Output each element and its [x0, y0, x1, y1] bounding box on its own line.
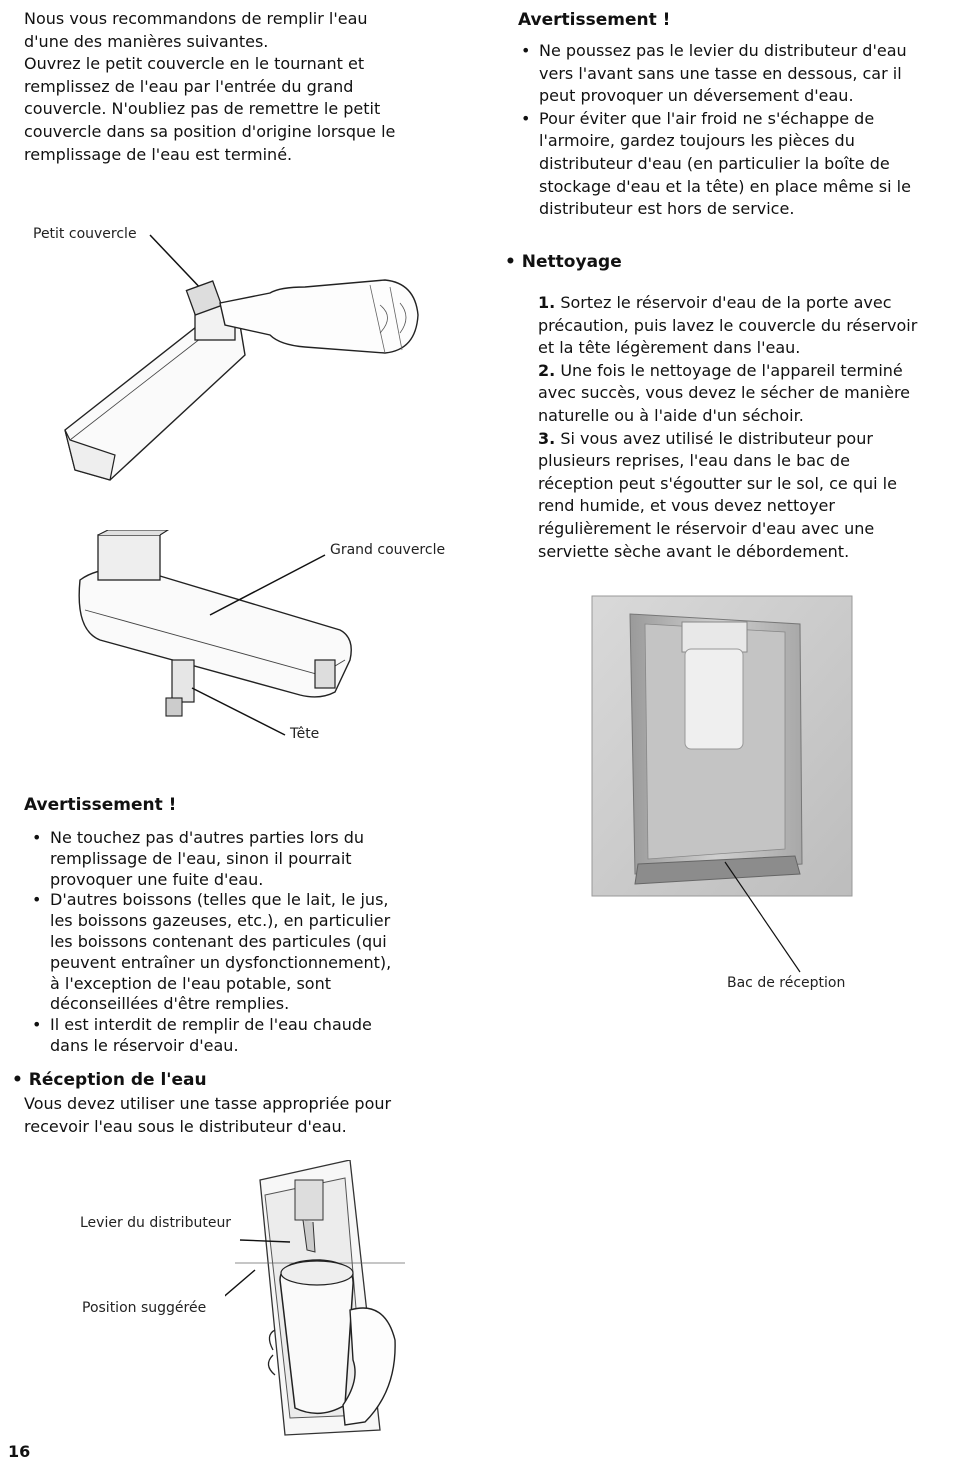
tank-lid-head-illustration [60, 530, 480, 745]
intro-paragraph [24, 8, 464, 166]
step-number: 3. [538, 428, 556, 448]
list-item: • Ne poussez pas le levier du distributeur d'eau vers l'avant sans une tasse en dessous, car il peut provoquer un déversement d'eau. [515, 40, 975, 108]
cleaning-steps [538, 292, 976, 563]
step-text: Une fois le nettoyage de l'appareil terminé avec succès, vous devez le sécher de manière naturelle ou à l'aide d'un séchoir. [538, 360, 911, 425]
warning-left-list [26, 828, 466, 1057]
list-item: • Pour éviter que l'air froid ne s'échappe de l'armoire, gardez toujours les pièces du distributeur d'eau (en particulier la boîte de stockage d'eau et la tête) en place même si le distributeur est hors de service. [515, 108, 975, 221]
label-lever: Levier du distributeur [80, 1215, 232, 1231]
reception-title [12, 1070, 207, 1090]
bullet: • [505, 252, 522, 272]
intro-line: remplissage de l'eau est terminé. [24, 144, 293, 164]
step-text: Sortez le réservoir d'eau de la porte avec précaution, puis lavez le couvercle du réservoir et la tête légèrement dans l'eau. [538, 293, 918, 358]
reception-title-text: Réception de l'eau [28, 1070, 207, 1090]
tank-bottle-illustration [40, 225, 440, 495]
label-drip-tray: Bac de réception [727, 975, 846, 991]
step-number: 1. [538, 293, 556, 312]
reception-line: Vous devez utiliser une tasse appropriée pour [24, 1094, 392, 1113]
warning-right-title: Avertissement ! [518, 10, 671, 30]
list-item: • D'autres boissons (telles que le lait, le jus, les boissons gazeuses, etc.), en particulier les boissons contenant des particules (qui peuvent entraîner un dysfonctionnement), à l'exception de l'eau potable, sont déconseillées d'être remplies. [26, 890, 466, 1015]
intro-line: d'une des manières suivantes. [24, 31, 269, 51]
intro-line: couvercle. N'oubliez pas de remettre le petit [24, 99, 381, 119]
cleaning-title [505, 252, 622, 272]
list-item: • Il est interdit de remplir de l'eau chaude dans le réservoir d'eau. [26, 1015, 466, 1057]
intro-line: remplissez de l'eau par l'entrée du grand [24, 76, 354, 96]
step-text: Si vous avez utilisé le distributeur pour plusieurs reprises, l'eau dans le bac de réception peut s'égoutter sur le sol, ce qui le rend humide, et vous devez nettoyer régulièrement le réservoir d'eau avec une serviette sèche avant le débordement. [538, 428, 897, 561]
drip-tray-illustration [590, 594, 855, 984]
warning-left-title: Avertissement ! [24, 795, 177, 815]
reception-line: recevoir l'eau sous le distributeur d'eau. [24, 1116, 347, 1136]
cleaning-step [538, 428, 976, 564]
label-position: Position suggérée [82, 1300, 207, 1316]
intro-line: Nous vous recommandons de remplir l'eau [24, 9, 368, 28]
dispenser-cup-illustration [225, 1160, 410, 1440]
cleaning-step [538, 360, 976, 428]
bullet: • [12, 1070, 29, 1090]
warning-right-list [515, 40, 975, 221]
cleaning-step [538, 292, 976, 360]
label-large-lid: Grand couvercle [330, 542, 446, 558]
cleaning-title-text: Nettoyage [521, 252, 622, 272]
intro-line: couvercle dans sa position d'origine lorsque le [24, 121, 396, 141]
list-item: • Ne touchez pas d'autres parties lors du remplissage de l'eau, sinon il pourrait provoquer une fuite d'eau. [26, 828, 466, 890]
step-number: 2. [538, 360, 556, 380]
label-head: Tête [290, 726, 320, 742]
reception-paragraph [24, 1093, 464, 1138]
label-small-lid: Petit couvercle [33, 226, 137, 242]
intro-line: Ouvrez le petit couvercle en le tournant et [24, 54, 365, 74]
page-number: 16 [8, 1442, 31, 1461]
